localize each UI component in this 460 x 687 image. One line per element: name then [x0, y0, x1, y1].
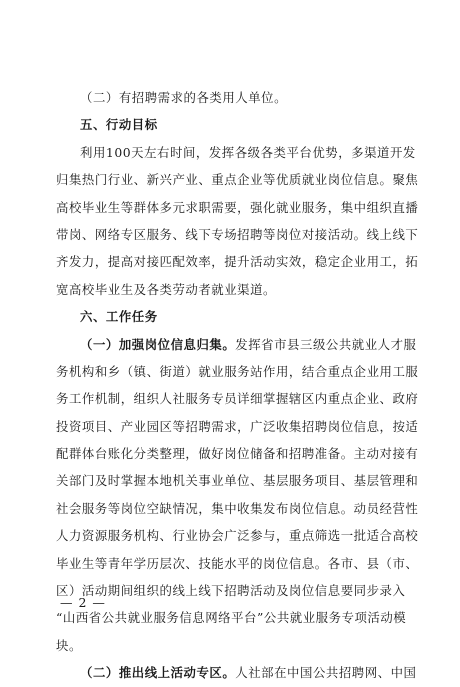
paragraph-line: 务机构和乡（镇、街道）就业服务站作用，结合重点企业用工服 [56, 363, 419, 379]
section-heading-work-tasks: 六、工作任务 [80, 309, 158, 325]
paragraph-line: 宽高校毕业生及各类劳动者就业渠道。 [56, 281, 276, 297]
paragraph-line: 关部门及时掌握本地机关事业单位、基层服务项目、基层管理和 [56, 473, 419, 489]
section-heading-action-goals: 五、行动目标 [80, 117, 158, 133]
paragraph-line: 利用100天左右时间，发挥各级各类平台优势，多渠道开发 [80, 144, 416, 160]
task-1-title: （一）加强岗位信息归集。 [80, 336, 236, 352]
paragraph-line: 高校毕业生等群体多元求职需要，强化就业服务，集中组织直播 [56, 199, 419, 215]
task-2-text: 人社部在中国公共招聘网、中国 [235, 665, 417, 681]
document-body [56, 84, 419, 687]
page-number: — 2 — [60, 595, 106, 610]
paragraph-line: 社会服务等岗位空缺情况，集中收集发布岗位信息。动员经营性 [56, 500, 419, 516]
task-2-first-line [56, 659, 417, 686]
paragraph-line: 齐发力，提高对接匹配效率，提升活动实效，稳定企业用工，拓 [56, 254, 419, 270]
paragraph-line: 带岗、网络专区服务、线下专场招聘等岗位对接活动。线上线下 [56, 226, 419, 242]
paragraph-target-unit: （二）有招聘需求的各类用人单位。 [80, 90, 288, 105]
paragraph-line: 归集热门行业、新兴产业、重点企业等优质就业岗位信息。聚焦 [56, 172, 419, 188]
task-2-title: （二）推出线上活动专区。 [80, 665, 236, 681]
paragraph-line: 务工作机制，组织人社服务专员详细掌握辖区内重点企业、政府 [56, 391, 419, 407]
paragraph-line: 投资项目、产业园区等招聘需求，广泛收集招聘岗位信息，按适 [56, 418, 419, 434]
paragraph-line: 毕业生等青年学历层次、技能水平的岗位信息。各市、县（市、 [56, 555, 419, 571]
paragraph-line: “山西省公共就业服务信息网络平台”公共就业服务专项活动模 [56, 610, 407, 626]
paragraph-line: 配群体台账化分类整理，做好岗位储备和招聘准备。主动对接有 [56, 446, 419, 462]
task-1-text: 发挥省市县三级公共就业人才服 [235, 336, 417, 352]
paragraph-line: 人力资源服务机构、行业协会广泛参与，重点筛选一批适合高校 [56, 528, 419, 544]
paragraph-line: 区）活动期间组织的线上线下招聘活动及岗位信息要同步录入 [56, 583, 406, 599]
paragraph-line: 块。 [56, 637, 82, 653]
task-1-first-line [56, 331, 417, 358]
